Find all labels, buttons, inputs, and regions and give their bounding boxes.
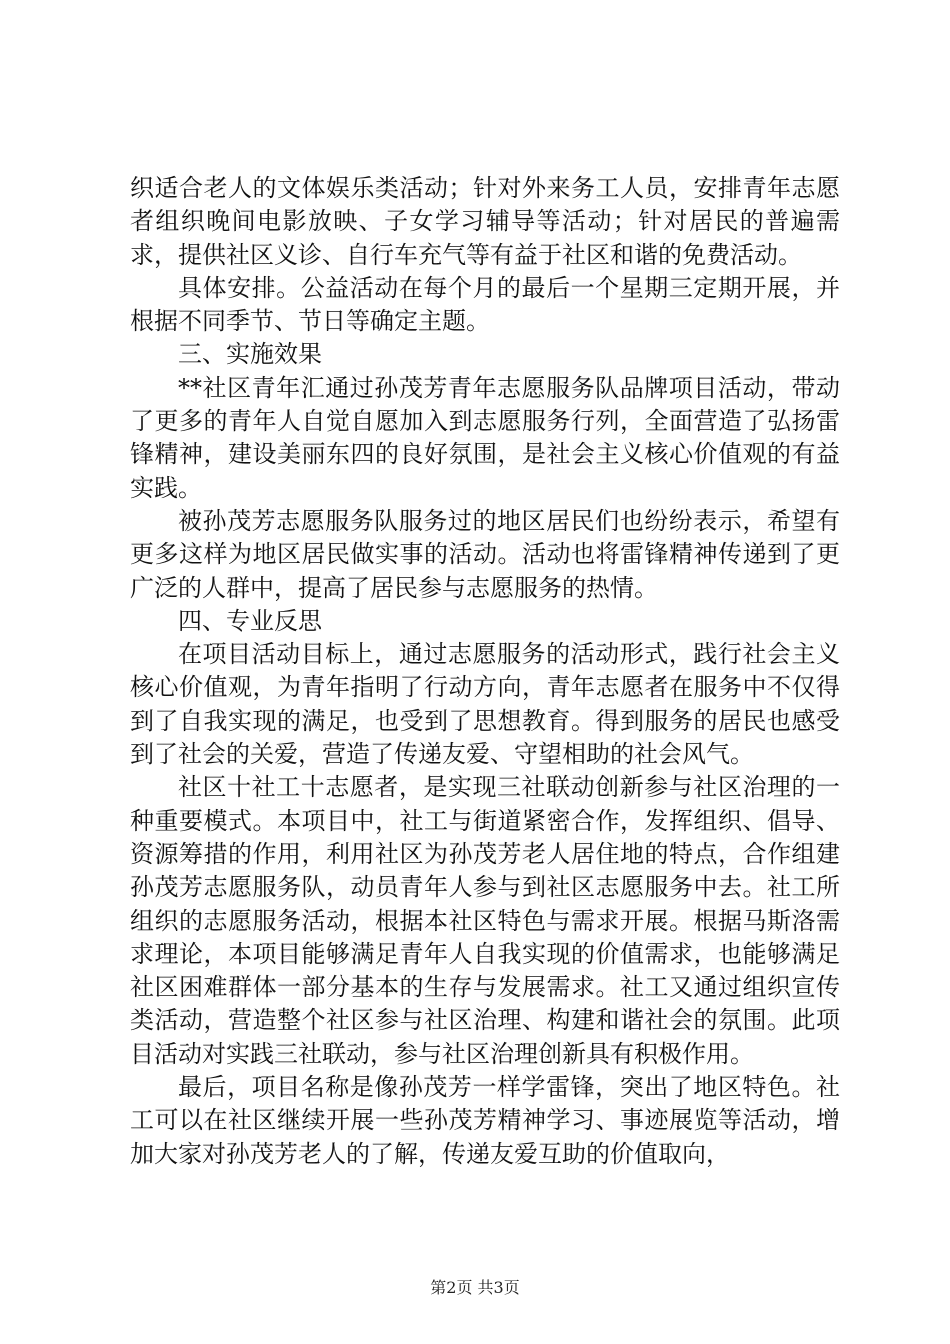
paragraph-reflection-1: 在项目活动目标上，通过志愿服务的活动形式，践行社会主义核心价值观，为青年指明了行动方向，青年志愿者在服务中不仅得到了自我实现的满足，也受到了思想教育。得到服务的居民也感受到了社会的关爱，营造了传递友爱、守望相助的社会风气。 bbox=[130, 640, 840, 769]
paragraph-schedule: 具体安排。公益活动在每个月的最后一个星期三定期开展，并根据不同季节、节日等确定主题。 bbox=[130, 273, 840, 336]
section-heading-reflection: 四、专业反思 bbox=[178, 606, 322, 635]
section-heading-results: 三、实施效果 bbox=[178, 340, 322, 369]
page-number-label: 第2页 共3页 bbox=[430, 1278, 520, 1297]
paragraph-results-1: **社区青年汇通过孙茂芳青年志愿服务队品牌项目活动，带动了更多的青年人自觉自愿加入到志愿服务行列，全面营造了弘扬雷锋精神，建设美丽东四的良好氛围，是社会主义核心价值观的有益实践。 bbox=[130, 373, 840, 502]
paragraph-continued: 织适合老人的文体娱乐类活动；针对外来务工人员，安排青年志愿者组织晚间电影放映、子女学习辅导等活动；针对居民的普遍需求，提供社区义诊、自行车充气等有益于社区和谐的免费活动。 bbox=[130, 174, 840, 269]
paragraph-results-2: 被孙茂芳志愿服务队服务过的地区居民们也纷纷表示，希望有更多这样为地区居民做实事的活动。活动也将雷锋精神传递到了更广泛的人群中，提高了居民参与志愿服务的热情。 bbox=[130, 506, 840, 602]
paragraph-reflection-2: 社区十社工十志愿者，是实现三社联动创新参与社区治理的一种重要模式。本项目中，社工与街道紧密合作，发挥组织、倡导、资源筹措的作用，利用社区为孙茂芳老人居住地的特点，合作组建孙茂芳志愿服务队，动员青年人参与到社区志愿服务中去。社工所组织的志愿服务活动，根据本社区特色与需求开展。根据马斯洛需求理论，本项目能够满足青年人自我实现的价值需求，也能够满足社区困难群体一部分基本的生存与发展需求。社工又通过组织宣传类活动，营造整个社区参与社区治理、构建和谐社会的氛围。此项目活动对实践三社联动，参与社区治理创新具有积极作用。 bbox=[130, 773, 840, 1068]
page-footer bbox=[0, 1278, 950, 1298]
document-body bbox=[130, 172, 840, 1171]
paragraph-reflection-3: 最后，项目名称是像孙茂芳一样学雷锋，突出了地区特色。社工可以在社区继续开展一些孙茂芳精神学习、事迹展览等活动，增加大家对孙茂芳老人的了解，传递友爱互助的价值取向， bbox=[130, 1073, 840, 1168]
